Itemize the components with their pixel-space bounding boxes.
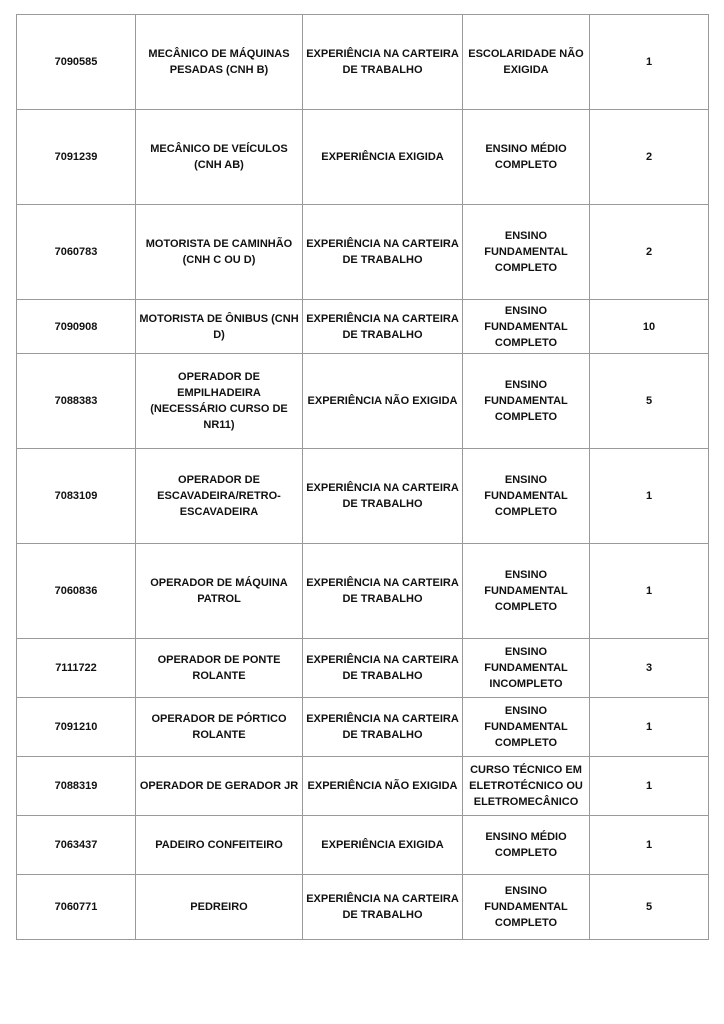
job-code: 7083109 bbox=[17, 449, 136, 544]
job-code: 7060836 bbox=[17, 544, 136, 639]
job-experience: EXPERIÊNCIA NA CARTEIRA DE TRABALHO bbox=[303, 639, 463, 698]
job-role: PEDREIRO bbox=[136, 875, 303, 940]
job-code: 7091210 bbox=[17, 698, 136, 757]
job-vacancies: 5 bbox=[590, 875, 709, 940]
job-code: 7091239 bbox=[17, 110, 136, 205]
table-row bbox=[17, 449, 709, 544]
job-education: ENSINO FUNDAMENTAL COMPLETO bbox=[463, 698, 590, 757]
job-vacancies: 1 bbox=[590, 698, 709, 757]
job-vacancies: 2 bbox=[590, 205, 709, 300]
job-experience: EXPERIÊNCIA NA CARTEIRA DE TRABALHO bbox=[303, 205, 463, 300]
table-row bbox=[17, 354, 709, 449]
job-education: ENSINO FUNDAMENTAL COMPLETO bbox=[463, 300, 590, 354]
job-vacancies: 5 bbox=[590, 354, 709, 449]
job-role: OPERADOR DE MÁQUINA PATROL bbox=[136, 544, 303, 639]
job-experience: EXPERIÊNCIA NÃO EXIGIDA bbox=[303, 757, 463, 816]
job-vacancies-table bbox=[16, 14, 709, 940]
job-education: ENSINO FUNDAMENTAL COMPLETO bbox=[463, 449, 590, 544]
job-code: 7063437 bbox=[17, 816, 136, 875]
job-experience: EXPERIÊNCIA NA CARTEIRA DE TRABALHO bbox=[303, 544, 463, 639]
table-row bbox=[17, 205, 709, 300]
job-vacancies: 1 bbox=[590, 816, 709, 875]
job-code: 7060783 bbox=[17, 205, 136, 300]
job-code: 7090585 bbox=[17, 15, 136, 110]
job-experience: EXPERIÊNCIA NA CARTEIRA DE TRABALHO bbox=[303, 300, 463, 354]
job-code: 7090908 bbox=[17, 300, 136, 354]
job-code: 7060771 bbox=[17, 875, 136, 940]
job-education: ENSINO FUNDAMENTAL COMPLETO bbox=[463, 544, 590, 639]
job-role: OPERADOR DE GERADOR JR bbox=[136, 757, 303, 816]
job-role: MOTORISTA DE ÔNIBUS (CNH D) bbox=[136, 300, 303, 354]
table-row bbox=[17, 816, 709, 875]
job-role: MECÂNICO DE VEÍCULOS (CNH AB) bbox=[136, 110, 303, 205]
table-row bbox=[17, 639, 709, 698]
job-experience: EXPERIÊNCIA EXIGIDA bbox=[303, 110, 463, 205]
job-vacancies: 1 bbox=[590, 15, 709, 110]
table-row bbox=[17, 698, 709, 757]
job-experience: EXPERIÊNCIA NA CARTEIRA DE TRABALHO bbox=[303, 15, 463, 110]
job-vacancies: 1 bbox=[590, 757, 709, 816]
job-code: 7111722 bbox=[17, 639, 136, 698]
job-education: ENSINO FUNDAMENTAL COMPLETO bbox=[463, 354, 590, 449]
job-experience: EXPERIÊNCIA NA CARTEIRA DE TRABALHO bbox=[303, 698, 463, 757]
table-row bbox=[17, 544, 709, 639]
job-vacancies: 3 bbox=[590, 639, 709, 698]
job-vacancies: 10 bbox=[590, 300, 709, 354]
job-code: 7088383 bbox=[17, 354, 136, 449]
table-row bbox=[17, 300, 709, 354]
job-vacancies: 1 bbox=[590, 449, 709, 544]
job-education: CURSO TÉCNICO EM ELETROTÉCNICO OU ELETROMECÂNICO bbox=[463, 757, 590, 816]
table-body bbox=[17, 15, 709, 940]
table-row bbox=[17, 875, 709, 940]
job-vacancies: 1 bbox=[590, 544, 709, 639]
job-role: OPERADOR DE EMPILHADEIRA (NECESSÁRIO CURSO DE NR11) bbox=[136, 354, 303, 449]
job-experience: EXPERIÊNCIA NA CARTEIRA DE TRABALHO bbox=[303, 449, 463, 544]
job-education: ENSINO MÉDIO COMPLETO bbox=[463, 110, 590, 205]
job-experience: EXPERIÊNCIA NA CARTEIRA DE TRABALHO bbox=[303, 875, 463, 940]
table-row bbox=[17, 15, 709, 110]
job-education: ESCOLARIDADE NÃO EXIGIDA bbox=[463, 15, 590, 110]
job-education: ENSINO FUNDAMENTAL COMPLETO bbox=[463, 205, 590, 300]
job-code: 7088319 bbox=[17, 757, 136, 816]
job-role: PADEIRO CONFEITEIRO bbox=[136, 816, 303, 875]
job-role: OPERADOR DE ESCAVADEIRA/RETRO-ESCAVADEIRA bbox=[136, 449, 303, 544]
table-row bbox=[17, 110, 709, 205]
job-education: ENSINO FUNDAMENTAL INCOMPLETO bbox=[463, 639, 590, 698]
table-row bbox=[17, 757, 709, 816]
job-role: OPERADOR DE PÓRTICO ROLANTE bbox=[136, 698, 303, 757]
job-role: MECÂNICO DE MÁQUINAS PESADAS (CNH B) bbox=[136, 15, 303, 110]
job-education: ENSINO MÉDIO COMPLETO bbox=[463, 816, 590, 875]
job-education: ENSINO FUNDAMENTAL COMPLETO bbox=[463, 875, 590, 940]
job-vacancies: 2 bbox=[590, 110, 709, 205]
job-role: OPERADOR DE PONTE ROLANTE bbox=[136, 639, 303, 698]
job-role: MOTORISTA DE CAMINHÃO (CNH C OU D) bbox=[136, 205, 303, 300]
job-experience: EXPERIÊNCIA NÃO EXIGIDA bbox=[303, 354, 463, 449]
job-experience: EXPERIÊNCIA EXIGIDA bbox=[303, 816, 463, 875]
